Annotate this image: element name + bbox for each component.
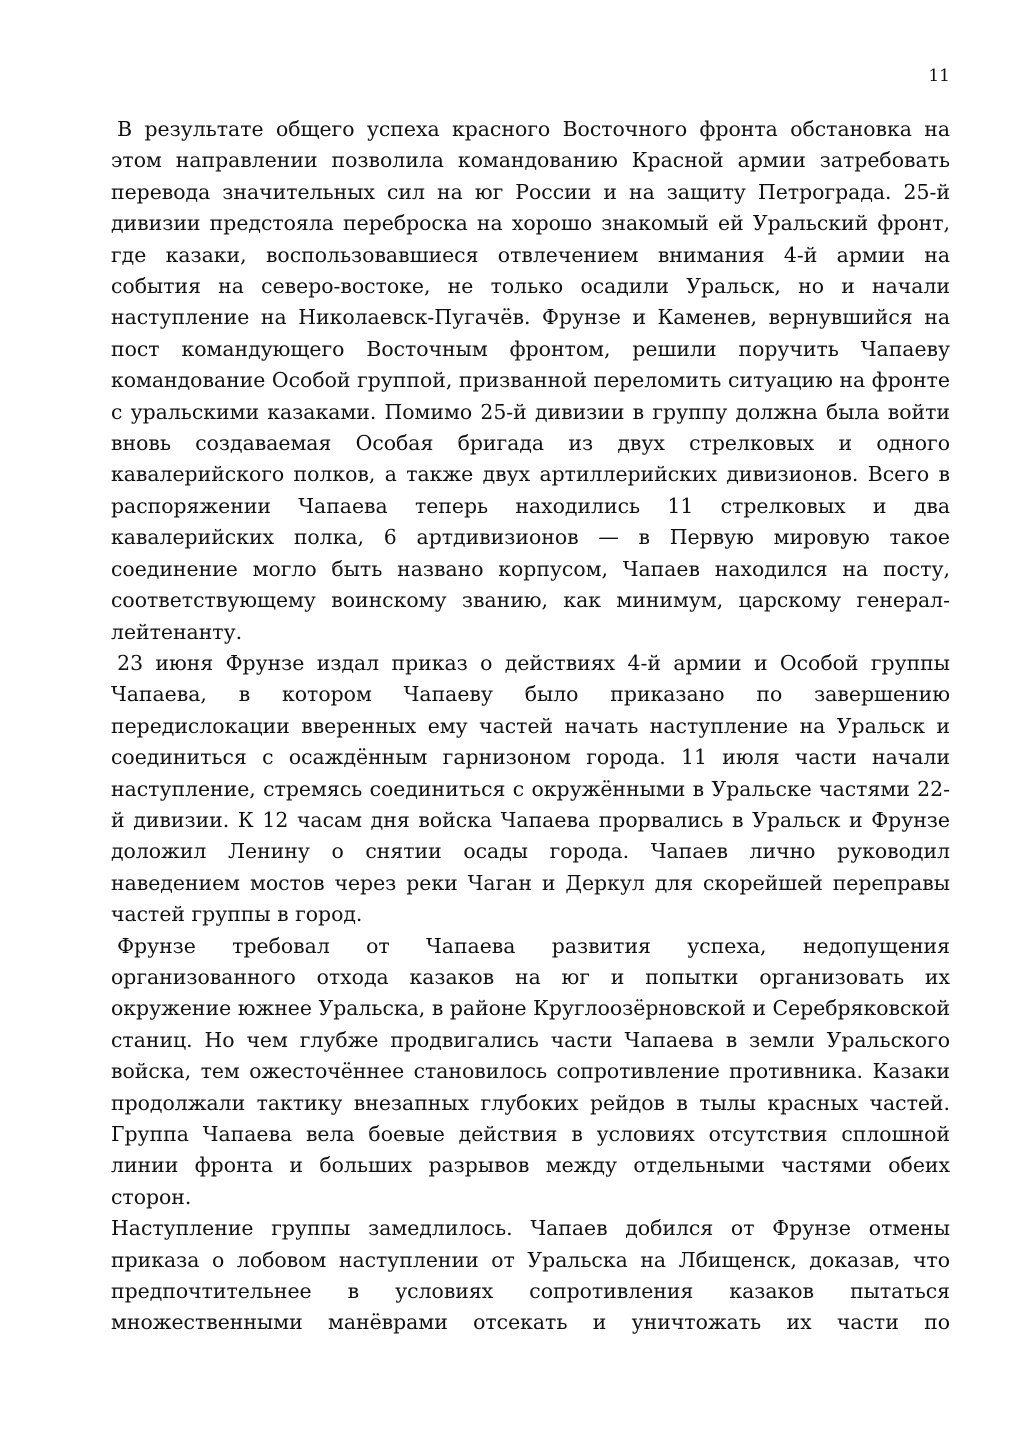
document-body [111, 114, 950, 1339]
paragraph-3: Фрунзе требовал от Чапаева развития успеха, недопущения организованного отхода казаков на юг и попытки организовать их окружение южнее Уральска, в районе Круглоозёрновской и Серебряковской станиц. Но чем глубже продвигались части Чапаева в земли Уральского войска, тем ожесточённее становилось сопротивление противника. Казаки продолжали тактику внезапных глубоких рейдов в тылы красных частей. Группа Чапаева вела боевые действия в условиях отсутствия сплошной линии фронта и больших разрывов между отдельными частями обеих сторон. [111, 933, 950, 1209]
paragraph-1: В результате общего успеха красного Восточного фронта обстановка на этом направлении позволила командованию Красной армии затребовать перевода значительных сил на юг России и на защиту Петрограда. 25-й дивизии предстояла переброска на хорошо знакомый ей Уральский фронт, где казаки, воспользовавшиеся отвлечением внимания 4-й армии на события на северо-востоке, не только осадили Уральск, но и начали наступление на Николаевск-Пугачёв. Фрунзе и Каменев, вернувшийся на пост командующего Восточным фронтом, решили поручить Чапаеву командование Особой группой, призванной переломить ситуацию на фронте с уральскими казаками. Помимо 25-й дивизии в группу должна была войти вновь создаваемая Особая бригада из двух стрелковых и одного кавалерийского полков, а также двух артиллерийских дивизионов. Всего в распоряжении Чапаева теперь находились 11 стрелковых и два кавалерийских полка, 6 артдивизионов — в Первую мировую такое соединение могло быть названо корпусом, Чапаев находился на посту, соответствующему воинскому званию, как минимум, царскому генерал-лейтенанту. [111, 117, 950, 644]
paragraph-4: Наступление группы замедлилось. Чапаев добился от Фрунзе отмены приказа о лобовом наступлении от Уральска на Лбищенск, доказав, что предпочтительнее в условиях сопротивления казаков пытаться множественными манёврами отсекать и уничтожать их части по [111, 1216, 950, 1335]
paragraph-2: 23 июня Фрунзе издал приказ о действиях 4-й армии и Особой группы Чапаева, в котором Чапаеву было приказано по завершению передислокации вверенных ему частей начать наступление на Уральск и соединиться с осаждённым гарнизоном города. 11 июля части начали наступление, стремясь соединиться с окружёнными в Уральске частями 22-й дивизии. К 12 часам дня войска Чапаева прорвались в Уральск и Фрунзе доложил Ленину о снятии осады города. Чапаев лично руководил наведением мостов через реки Чаган и Деркул для скорейшей переправы частей группы в город. [111, 650, 950, 927]
page-number: 11 [928, 66, 950, 86]
